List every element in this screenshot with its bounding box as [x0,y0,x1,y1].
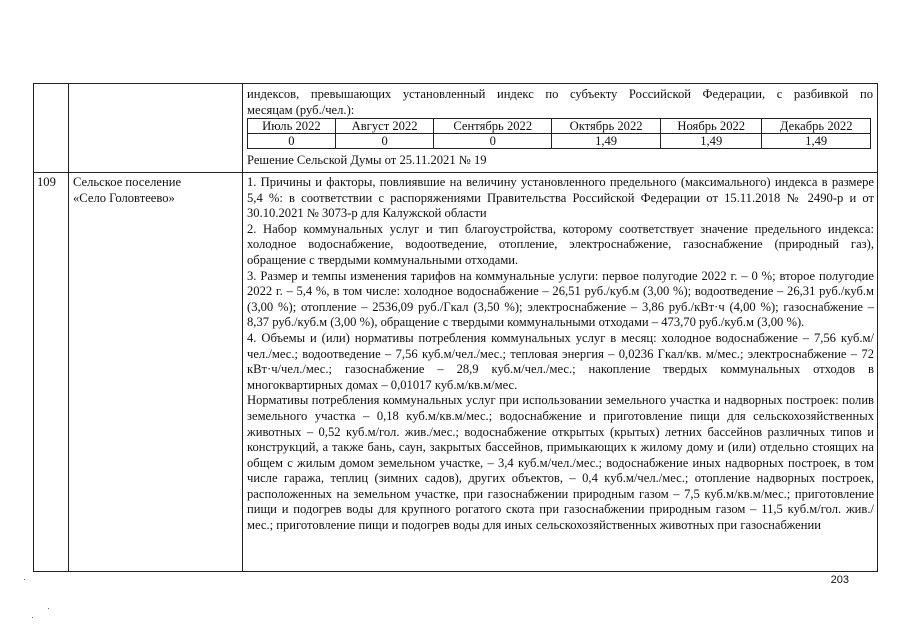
paragraph-causes: 1. Причины и факторы, повлиявшие на величину установленного предельного (максимального) индекса в размере 5,4 %: в соответствии с распоряжениями Правительства Российской Федерации от 15.11.2018 № 2490-р и от 30.10.2021 № 3073-р для Калужской области [247,175,874,221]
row-number: 109 [37,175,56,189]
month-header: Октябрь 2022 [552,119,661,134]
months-value-row [248,134,871,149]
settlement-line-1: Сельское поселение [73,175,182,189]
settlement-name [73,175,239,206]
decision-reference: Решение Сельской Думы от 25.11.2021 № 19 [247,153,487,167]
table-top-border [33,83,878,84]
months-header-row [248,119,871,134]
table-left-border [33,83,34,572]
row-separator [33,172,878,173]
month-header: Август 2022 [335,119,434,134]
paragraph-tariffs: 3. Размер и темпы изменения тарифов на коммунальные услуги: первое полугодие 2022 г. – 0 %; второе полугодие 2022 г. – 5,4 %, в том числе: холодное водоснабжение – 26,51 руб./куб.м (3,00 %); водоотведение – 26,31 руб./куб.м (3,00 %); отопление – 2536,09 руб./Гкал (3,50 %); электроснабжение – 3,86 руб./кВт·ч (4,00 %); газоснабжение – 8,37 руб./куб.м (3,00 %), обращение с твердыми коммунальными отходами – 473,70 руб./куб.м (3,00 %). [247,268,874,330]
top-row-line-2: месяцам (руб./чел.): [247,102,355,117]
top-row-line-1: индексов, превышающих установленный индекс по субъекту Российской Федерации, с разбивкой по [247,87,873,101]
month-value: 0 [335,134,434,149]
scan-speck [48,608,49,609]
settlement-line-2: «Село Головтеево» [73,190,175,205]
monthly-index-table [247,118,871,149]
month-header: Сентябрь 2022 [434,119,552,134]
page-number: 203 [830,574,849,586]
paragraph-services-set: 2. Набор коммунальных услуг и тип благоустройства, которому соответствует значение предельного индекса: холодное водоснабжение, водоотведение, отопление, электроснабжение, газоснабжение (природный газ), обращение с твердыми коммунальными отходами. [247,221,874,267]
top-row-text [247,87,873,118]
month-header: Декабрь 2022 [762,119,871,134]
paragraph-land-norms: Нормативы потребления коммунальных услуг при использовании земельного участка и надворных построек: полив земельного участка – 0,18 куб.м/кв.м/мес.; водоснабжение и приготовление пищи для сельскохозяйственных животных – 0,52 куб.м/гол. жив./мес.; водоснабжение открытых (крытых) летних бассейнов различных типов и конструкций, а также бань, саун, закрытых бассейнов, примыкающих к жилому дому и (или) отдельно стоящих на общем с жилым домом земельном участке, – 3,4 куб.м/чел./мес.; водоснабжение иных надворных построек, в том числе гаража, теплиц (зимних садов), других объектов, – 0,4 куб.м/чел./мес.; отопление надворных построек, расположенных на земельном участке, при газоснабжении природным газом – 7,5 куб.м/кв.м/мес.; приготовление пищи и подогрев воды для крупного рогатого скота при газоснабжении природным газом – 11,5 куб.м/гол. жив./мес.; приготовление пищи и подогрев воды для иных сельскохозяйственных животных при газоснабжении [247,393,874,533]
scan-speck [32,617,33,618]
month-value: 0 [248,134,336,149]
month-value: 1,49 [552,134,661,149]
month-header: Ноябрь 2022 [661,119,762,134]
table-bottom-border [33,571,878,572]
month-header: Июль 2022 [248,119,336,134]
month-value: 1,49 [661,134,762,149]
column-divider-1 [68,83,69,572]
scan-speck [24,579,25,580]
month-value: 0 [434,134,552,149]
month-value: 1,49 [762,134,871,149]
paragraph-volumes: 4. Объемы и (или) нормативы потребления коммунальных услуг в месяц: холодное водоснабжение – 7,56 куб.м/чел./мес.; водоотведение – 7,56 куб.м/чел./мес.; тепловая энергия – 0,0236 Гкал/кв. м/мес.; электроснабжение – 72 кВт·ч/чел./мес.; газоснабжение – 28,9 куб.м/чел./мес.; накопление твердых коммунальных отходов в многоквартирных домах – 0,01017 куб.м/кв.м/мес. [247,330,874,392]
table-right-border [877,83,878,572]
row-109-content [247,175,874,570]
column-divider-2 [242,83,243,572]
